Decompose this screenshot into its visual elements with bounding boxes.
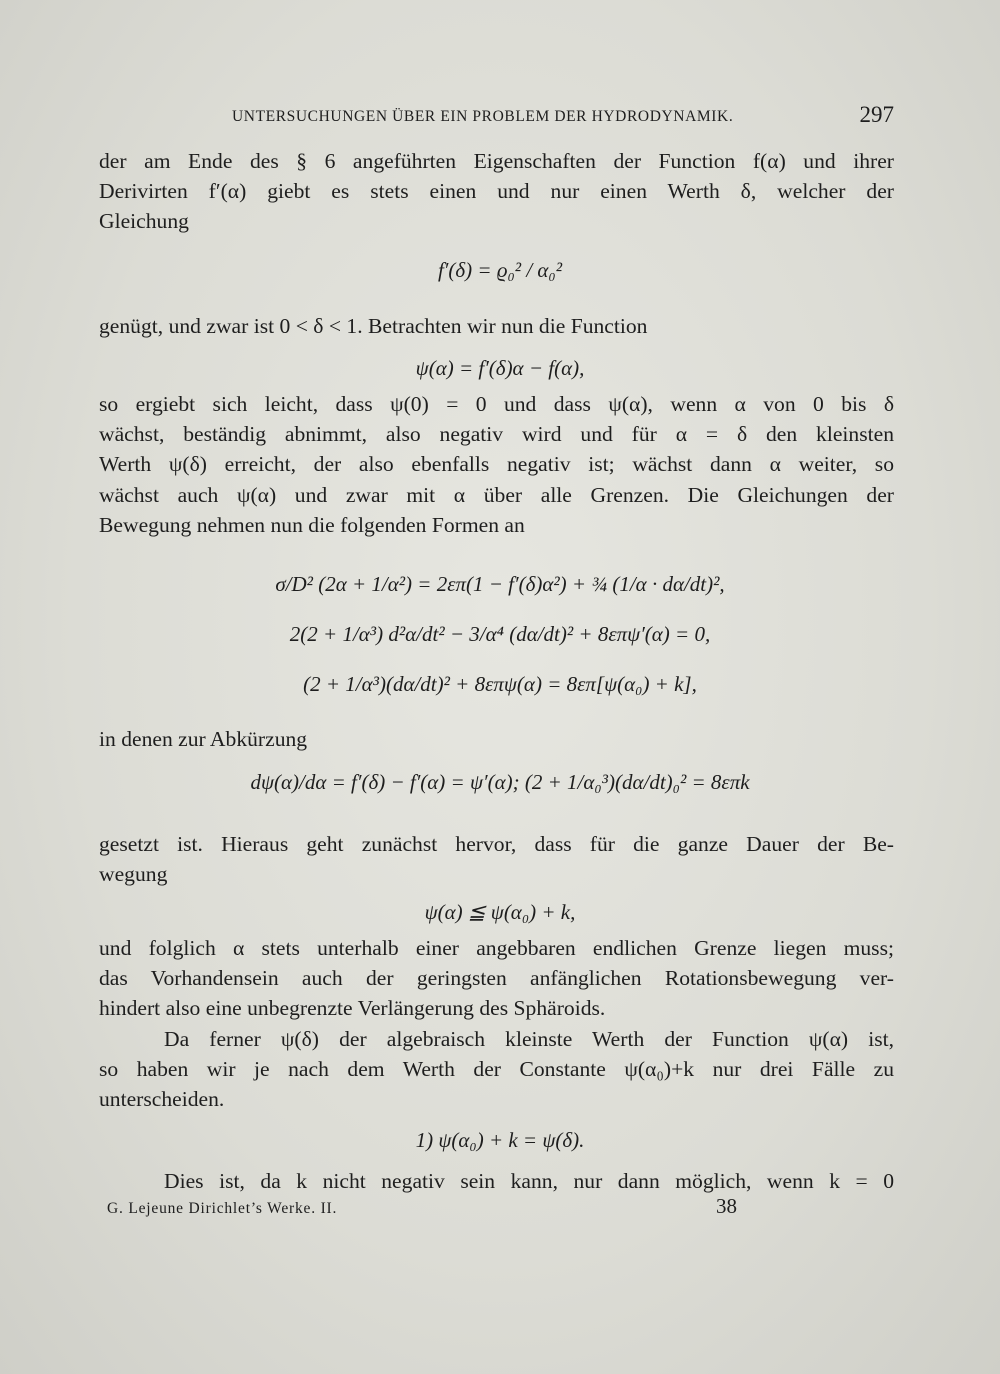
work-title: G. Lejeune Dirichlet’s Werke. II. bbox=[107, 1200, 338, 1217]
paragraph-3 bbox=[99, 389, 894, 540]
paragraph-5 bbox=[99, 829, 894, 889]
text-line: Werth ψ(δ) erreicht, der also ebenfalls negativ ist; wächst dann α weiter, so bbox=[99, 452, 894, 477]
equation-6: dψ(α)/dα = f′(δ) − f′(α) = ψ′(α); (2 + 1/α₀³)(dα/dt)₀² = 8επk bbox=[250, 770, 750, 794]
equation-1: f′(δ) = ϱ₀² / α₀² bbox=[437, 258, 563, 282]
running-title: UNTERSUCHUNGEN ÜBER EIN PROBLEM DER HYDRODYNAMIK. bbox=[232, 108, 734, 125]
paragraph-7 bbox=[99, 1024, 894, 1115]
text-line: so ergiebt sich leicht, dass ψ(0) = 0 und dass ψ(α), wenn α von 0 bis δ bbox=[99, 392, 894, 416]
text-line: das Vorhandensein auch der geringsten anfänglichen Rotationsbewegung ver- bbox=[99, 966, 894, 991]
text-line: wegung bbox=[99, 862, 168, 887]
text-line: Bewegung nehmen nun die folgenden Formen an bbox=[99, 512, 525, 537]
equation-5: (2 + 1/α³)(dα/dt)² + 8επψ(α) = 8επ[ψ(α₀) + k], bbox=[303, 672, 697, 696]
paragraph-8 bbox=[99, 1166, 894, 1196]
equation-4: 2(2 + 1/α³) d²α/dt² − 3/α⁴ (dα/dt)² + 8επψ′(α) = 0, bbox=[289, 622, 711, 646]
page-number: 297 bbox=[859, 102, 894, 127]
text-line: Da ferner ψ(δ) der algebraisch kleinste Werth der Function ψ(α) ist, bbox=[164, 1027, 894, 1051]
text-line: wächst, beständig abnimmt, also negativ wird und für α = δ den kleinsten bbox=[99, 422, 894, 447]
text-line: und folglich α stets unterhalb einer angebbaren endlichen Grenze liegen muss; bbox=[99, 936, 894, 960]
text-line: der am Ende des § 6 angeführten Eigenschaften der Function f(α) und ihrer bbox=[99, 149, 894, 173]
paragraph-1 bbox=[99, 146, 894, 237]
text-line: so haben wir je nach dem Werth der Constante ψ(α₀)+k nur drei Fälle zu bbox=[99, 1057, 894, 1082]
paragraph-2 bbox=[99, 311, 894, 341]
text-line: gesetzt ist. Hieraus geht zunächst hervor, dass für die ganze Dauer der Be- bbox=[99, 832, 894, 856]
equation-7: ψ(α) ≦ ψ(α₀) + k, bbox=[424, 900, 576, 924]
text-line: unterscheiden. bbox=[99, 1087, 225, 1112]
equation-3: σ/D² (2α + 1/α²) = 2επ(1 − f′(δ)α²) + ¾ (1/α · dα/dt)², bbox=[275, 572, 725, 596]
text-line: Dies ist, da k nicht negativ sein kann, nur dann möglich, wenn k = 0 bbox=[164, 1169, 894, 1193]
text-line: in denen zur Abkürzung bbox=[99, 727, 308, 751]
paragraph-4 bbox=[99, 724, 894, 754]
text-line: Gleichung bbox=[99, 209, 189, 234]
case-1-equation: 1) ψ(α₀) + k = ψ(δ). bbox=[415, 1128, 585, 1152]
text-line: hindert also eine unbegrenzte Verlängerung des Sphäroids. bbox=[99, 996, 606, 1021]
signature-mark: 38 bbox=[716, 1194, 737, 1218]
text-line: genügt, und zwar ist 0 < δ < 1. Betrachten wir nun die Function bbox=[99, 314, 648, 338]
text-line: wächst auch ψ(α) und zwar mit α über alle Grenzen. Die Gleichungen der bbox=[99, 482, 894, 507]
running-header bbox=[232, 104, 894, 134]
paragraph-6 bbox=[99, 933, 894, 1024]
equation-2: ψ(α) = f′(δ)α − f(α), bbox=[415, 356, 585, 380]
text-line: Derivirten f′(α) giebt es stets einen und nur einen Werth δ, welcher der bbox=[99, 179, 894, 204]
